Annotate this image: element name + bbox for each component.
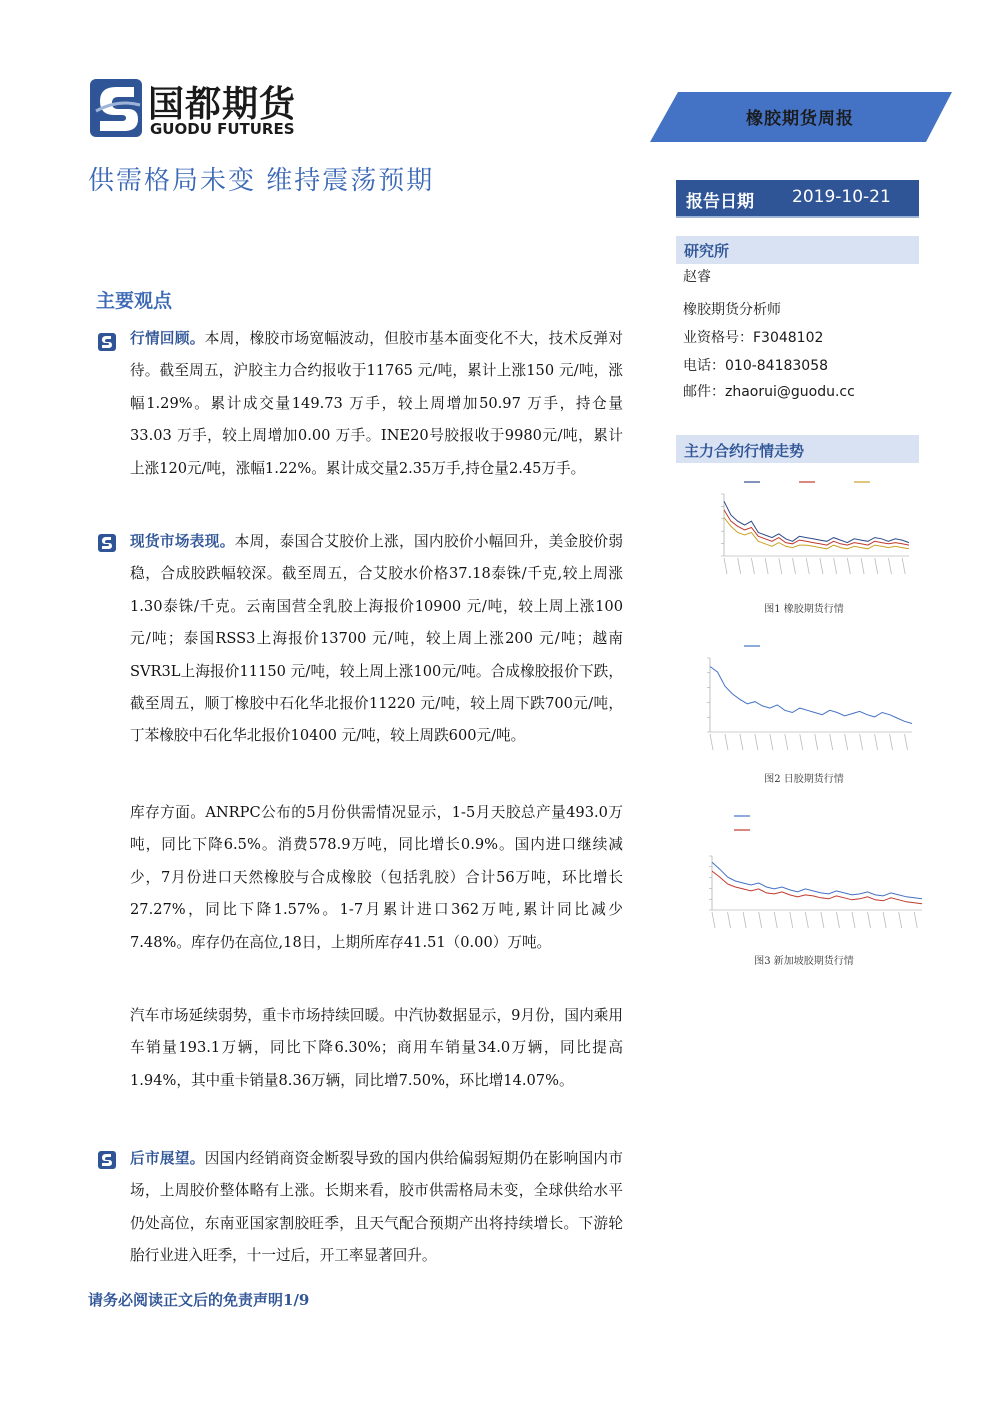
x-tick <box>890 734 893 750</box>
body-spot-market: 本周，泰国合艾胶价上涨，国内胶价小幅回升，美金胶价弱稳，合成胶跌幅较深。截至周五，合艾胶水价格37.18泰铢/千克,较上周涨1.30泰铢/千克。云南国营全乳胶上海报价10900 元/吨，较上周上涨100 元/吨；泰国RSS3上海报价13700 元/吨，较上周上涨200 元/吨；越南SVR3L上海报价11150 元/吨，较上周上涨100元/吨。合成橡胶报价下跌，截至周五，顺丁橡胶中石化华北报价11220 元/吨，较上周下跌700元/吨，丁苯橡胶中石化华北报价10400 元/吨，较上周跌600元/吨。 <box>130 533 623 745</box>
x-tick <box>743 912 746 928</box>
x-tick <box>821 912 824 928</box>
x-tick <box>770 734 773 750</box>
paragraph-auto-market <box>130 1000 623 1097</box>
x-tick <box>888 558 891 574</box>
x-tick <box>793 558 796 574</box>
x-tick <box>834 558 837 574</box>
body-outlook: 因国内经销商资金断裂导致的国内供给偏弱短期仍在影响国内市场，上周胶价整体略有上涨。长期来看，胶市供需格局未变，全球供给水平仍处高位，东南亚国家割胶旺季，且天气配合预期产出将持续增长。下游轮胎行业进入旺季，十一过后，开工率显著回升。 <box>130 1150 623 1265</box>
page-title: 供需格局未变 维持震荡预期 <box>88 166 435 196</box>
x-tick <box>905 734 908 750</box>
analyst-license: 业资格号：F3048102 <box>683 330 824 346</box>
x-tick <box>820 558 823 574</box>
x-tick <box>725 734 728 750</box>
chart-japan-rubber-futures <box>684 636 924 766</box>
report-type-label: 橡胶期货周报 <box>746 109 854 129</box>
series-line-1 <box>712 862 922 899</box>
x-tick <box>852 912 855 928</box>
paragraph-market-review <box>130 323 623 485</box>
lead-spot-market: 现货市场表现。 <box>130 533 235 550</box>
x-tick <box>710 734 713 750</box>
x-tick <box>847 558 850 574</box>
x-tick <box>806 558 809 574</box>
x-tick <box>790 912 793 928</box>
lead-market-review: 行情回顾。 <box>130 330 205 347</box>
x-tick <box>868 912 871 928</box>
lead-outlook: 后市展望。 <box>130 1150 205 1167</box>
x-tick <box>914 912 917 928</box>
x-tick <box>751 558 754 574</box>
x-tick <box>883 912 886 928</box>
logo-mark-icon <box>90 79 142 137</box>
x-tick <box>728 912 731 928</box>
series-line-2 <box>712 871 922 904</box>
bullet-logo-icon <box>97 533 117 553</box>
chart-rubber-futures <box>684 476 924 596</box>
institute-header: 研究所 <box>684 242 730 260</box>
x-tick <box>755 734 758 750</box>
body-market-review: 本周，橡胶市场宽幅波动，但胶市基本面变化不大，技术反弹对待。截至周五，沪胶主力合约报收于11765 元/吨，累计上涨150 元/吨，涨幅1.29%。累计成交量149.73 万手，较上周增加50.97 万手，持仓量33.03 万手，较上周增加0.00 万手。INE20号胶报收于9980元/吨，累计上涨120元/吨，涨幅1.22%。累计成交量2.35万手,持仓量2.45万手。 <box>130 330 623 477</box>
logo-en-text: GUODU FUTURES <box>150 120 295 138</box>
x-tick <box>779 558 782 574</box>
figure1-caption: 图1 橡胶期货行情 <box>764 604 844 615</box>
analyst-title: 橡胶期货分析师 <box>683 302 781 318</box>
disclaimer-note: 请务必阅读正文后的免责声明1/9 <box>88 1291 310 1309</box>
x-tick <box>875 558 878 574</box>
report-date-value: 2019-10-21 <box>792 187 891 207</box>
paragraph-inventory <box>130 797 623 959</box>
figure3-caption: 图3 新加坡胶期货行情 <box>754 956 854 967</box>
x-tick <box>845 734 848 750</box>
body-inventory: 库存方面。ANRPC公布的5月份供需情况显示，1-5月天胶总产量493.0万吨，同比下降6.5%。消费578.9万吨，同比增长0.9%。国内进口继续减少，7月份进口天然橡胶与合成橡胶（包括乳胶）合计56万吨，环比增长27.27%，同比下降1.57%。1-7月累计进口362万吨,累计同比减少7.48%。库存仍在高位,18日，上期所库存41.51（0.00）万吨。 <box>130 804 623 951</box>
x-tick <box>805 912 808 928</box>
charts-header: 主力合约行情走势 <box>684 442 805 460</box>
x-tick <box>899 912 902 928</box>
x-tick <box>860 734 863 750</box>
body-auto-market: 汽车市场延续弱势，重卡市场持续回暖。中汽协数据显示，9月份，国内乘用车销量193.1万辆，同比下降6.30%；商用车销量34.0万辆，同比提高1.94%，其中重卡销量8.36万辆，同比增7.50%，环比增14.07%。 <box>130 1007 623 1089</box>
x-tick <box>785 734 788 750</box>
x-tick <box>815 734 818 750</box>
series-line-1 <box>710 667 912 724</box>
x-tick <box>759 912 762 928</box>
bullet-logo-icon <box>97 332 117 352</box>
series-line-1 <box>724 501 909 542</box>
x-tick <box>765 558 768 574</box>
x-tick <box>712 912 715 928</box>
report-date-label: 报告日期 <box>686 192 754 212</box>
analyst-name: 赵睿 <box>683 269 711 285</box>
x-tick <box>861 558 864 574</box>
x-tick <box>738 558 741 574</box>
analyst-phone: 电话：010-84183058 <box>683 358 829 374</box>
x-tick <box>902 558 905 574</box>
x-tick <box>830 734 833 750</box>
chart-singapore-rubber-futures <box>684 806 924 946</box>
figure2-caption: 图2 日胶期货行情 <box>764 774 844 785</box>
section-title-main-views: 主要观点 <box>96 290 173 312</box>
x-tick <box>774 912 777 928</box>
x-tick <box>740 734 743 750</box>
bullet-logo-icon <box>97 1150 117 1170</box>
x-tick <box>875 734 878 750</box>
logo-cn-text: 国都期货 <box>148 84 297 125</box>
paragraph-spot-market <box>130 526 623 753</box>
x-tick <box>836 912 839 928</box>
analyst-email[interactable]: 邮件：zhaorui@guodu.cc <box>683 384 855 400</box>
x-tick <box>800 734 803 750</box>
x-tick <box>724 558 727 574</box>
paragraph-outlook <box>130 1143 623 1273</box>
